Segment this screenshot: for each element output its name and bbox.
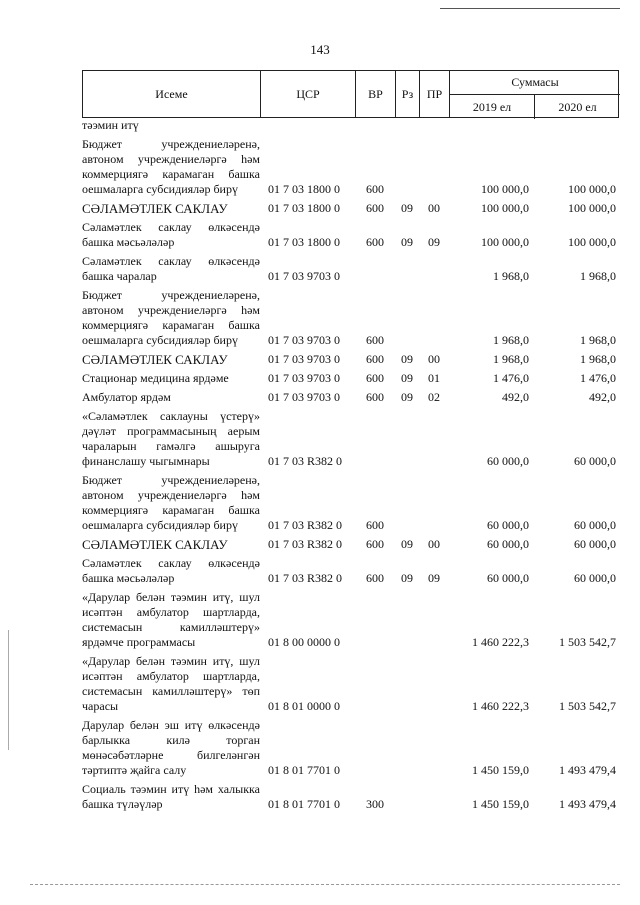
row-sum-2019: 1 968,0 <box>493 352 529 366</box>
table-header <box>82 70 619 118</box>
row-csr: 01 7 03 9703 0 <box>268 390 340 404</box>
table-row <box>82 537 619 552</box>
row-sum-2020: 492,0 <box>589 390 616 404</box>
header-pr: ПР <box>420 71 450 117</box>
header-2020: 2020 ел <box>558 99 597 114</box>
table-row <box>82 371 619 386</box>
table-row <box>82 409 619 469</box>
table-row <box>82 137 619 197</box>
row-csr: 01 7 03 R382 0 <box>268 518 343 532</box>
row-name: Сәламәтлек саклау өлкәсендә башка мәсьәләләр <box>82 220 260 249</box>
row-sum-2019: 60 000,0 <box>487 454 529 468</box>
row-sum-2019: 60 000,0 <box>487 571 529 585</box>
row-vr: 600 <box>366 537 384 551</box>
top-rule <box>440 8 620 9</box>
margin-mark <box>8 630 9 750</box>
row-name: СӘЛАМӘТЛЕК САКЛАУ <box>82 201 228 216</box>
row-csr: 01 8 01 7701 0 <box>268 763 340 777</box>
row-sum-2020: 100 000,0 <box>568 182 616 196</box>
row-sum-2020: 1 503 542,7 <box>559 635 616 649</box>
row-name: СӘЛАМӘТЛЕК САКЛАУ <box>82 537 228 552</box>
table-row <box>82 254 619 284</box>
row-pr: 01 <box>428 371 440 385</box>
row-sum-2020: 1 968,0 <box>580 269 616 283</box>
header-2019: 2019 ел <box>450 95 535 119</box>
row-csr: 01 7 03 9703 0 <box>268 333 340 347</box>
row-sum-2019: 100 000,0 <box>481 235 529 249</box>
row-pr: 09 <box>428 571 440 585</box>
page-number: 143 <box>310 42 330 57</box>
row-sum-2019: 492,0 <box>502 390 529 404</box>
row-rz: 09 <box>401 201 413 215</box>
row-rz: 09 <box>401 371 413 385</box>
table-row <box>82 118 619 133</box>
row-pr: 00 <box>428 352 440 366</box>
row-name: «Дарулар белән тәэмин итү, шул исәптән амбулатор шартларда, системасын камилләштерү» төп чарасы <box>82 654 260 713</box>
table-row <box>82 556 619 586</box>
row-sum-2019: 1 968,0 <box>493 333 529 347</box>
row-sum-2020: 1 476,0 <box>580 371 616 385</box>
row-vr: 600 <box>366 333 384 347</box>
row-name: Сәламәтлек саклау өлкәсендә башка чаралар <box>82 254 260 283</box>
row-sum-2019: 1 968,0 <box>493 269 529 283</box>
row-rz: 09 <box>401 537 413 551</box>
row-csr: 01 7 03 R382 0 <box>268 537 343 551</box>
row-csr: 01 7 03 9703 0 <box>268 371 340 385</box>
row-sum-2019: 60 000,0 <box>487 518 529 532</box>
row-name: «Сәламәтлек саклауны үстерү» дәүләт программасының аерым чараларын гамәлгә ашыруга финанслашу чыгымнары <box>82 409 260 468</box>
header-csr: ЦСР <box>261 71 356 117</box>
table-row <box>82 473 619 533</box>
row-name: Бюджет учреждениеләренә, автоном учреждениеләргә һәм коммерциягә карамаган башка оешмаларга субсидияләр бирү <box>82 473 260 532</box>
row-name: СӘЛАМӘТЛЕК САКЛАУ <box>82 352 228 367</box>
row-csr: 01 8 01 7701 0 <box>268 797 340 811</box>
row-vr: 600 <box>366 201 384 215</box>
row-sum-2020: 1 968,0 <box>580 333 616 347</box>
row-name: «Дарулар белән тәэмин итү, шул исәптән амбулатор шартларда, системасын камилләштерү» ярдәмче программасы <box>82 590 260 649</box>
row-name: Сәламәтлек саклау өлкәсендә башка мәсьәләләр <box>82 556 260 585</box>
row-name: Амбулатор ярдәм <box>82 390 171 404</box>
row-sum-2019: 1 460 222,3 <box>472 635 529 649</box>
table-row <box>82 718 619 778</box>
row-name: Бюджет учреждениеләренә, автоном учреждениеләргә һәм коммерциягә карамаган башка оешмаларга субсидияләр бирү <box>82 288 260 347</box>
row-sum-2020: 1 493 479,4 <box>559 763 616 777</box>
row-csr: 01 8 01 0000 0 <box>268 699 340 713</box>
row-sum-2020: 60 000,0 <box>574 518 616 532</box>
row-sum-2019: 1 450 159,0 <box>472 763 529 777</box>
table-row <box>82 352 619 367</box>
row-csr: 01 7 03 1800 0 <box>268 182 340 196</box>
row-vr: 600 <box>366 235 384 249</box>
row-sum-2019: 100 000,0 <box>481 201 529 215</box>
row-csr: 01 7 03 1800 0 <box>268 235 340 249</box>
row-sum-2019: 1 476,0 <box>493 371 529 385</box>
row-name: Бюджет учреждениеләренә, автоном учреждениеләргә һәм коммерциягә карамаган башка оешмаларга субсидияләр бирү <box>82 137 260 196</box>
row-sum-2020: 60 000,0 <box>574 454 616 468</box>
row-rz: 09 <box>401 235 413 249</box>
row-rz: 09 <box>401 352 413 366</box>
row-vr: 600 <box>366 352 384 366</box>
row-sum-2020: 100 000,0 <box>568 235 616 249</box>
row-pr: 00 <box>428 201 440 215</box>
row-rz: 09 <box>401 390 413 404</box>
row-csr: 01 8 00 0000 0 <box>268 635 340 649</box>
row-sum-2020: 1 503 542,7 <box>559 699 616 713</box>
row-sum-2019: 1 450 159,0 <box>472 797 529 811</box>
row-csr: 01 7 03 9703 0 <box>268 269 340 283</box>
row-name: Дарулар белән эш итү өлкәсендә барлыкка килә торган мөнәсәбәтләрне билгеләнгән тәртиптә җайга салу <box>82 718 260 777</box>
row-sum-2020: 60 000,0 <box>574 537 616 551</box>
row-vr: 600 <box>366 182 384 196</box>
row-csr: 01 7 03 R382 0 <box>268 454 343 468</box>
table-row <box>82 654 619 714</box>
row-pr: 09 <box>428 235 440 249</box>
row-name: Социаль тәэмин итү һәм халыкка башка түләүләр <box>82 782 260 811</box>
table-row <box>82 590 619 650</box>
row-vr: 600 <box>366 390 384 404</box>
row-sum-2019: 60 000,0 <box>487 537 529 551</box>
row-vr: 600 <box>366 518 384 532</box>
row-sum-2019: 1 460 222,3 <box>472 699 529 713</box>
row-pr: 00 <box>428 537 440 551</box>
row-csr: 01 7 03 9703 0 <box>268 352 340 366</box>
table-body <box>82 118 619 812</box>
header-vr: ВР <box>356 71 396 117</box>
table-row <box>82 782 619 812</box>
row-name: Стационар медицина ярдәме <box>82 371 229 385</box>
row-sum-2020: 60 000,0 <box>574 571 616 585</box>
bottom-rule <box>30 884 620 885</box>
row-sum-2020: 1 493 479,4 <box>559 797 616 811</box>
row-csr: 01 7 03 R382 0 <box>268 571 343 585</box>
header-sums: Суммасы <box>450 71 620 95</box>
row-csr: 01 7 03 1800 0 <box>268 201 340 215</box>
table-row <box>82 390 619 405</box>
header-rz: Рз <box>396 71 420 117</box>
row-sum-2020: 100 000,0 <box>568 201 616 215</box>
row-vr: 600 <box>366 371 384 385</box>
row-vr: 300 <box>366 797 384 811</box>
row-name: тәэмин итү <box>82 118 139 132</box>
row-pr: 02 <box>428 390 440 404</box>
header-name: Исеме <box>83 71 261 117</box>
row-vr: 600 <box>366 571 384 585</box>
table-row <box>82 288 619 348</box>
row-rz: 09 <box>401 571 413 585</box>
row-sum-2020: 1 968,0 <box>580 352 616 366</box>
table-row <box>82 220 619 250</box>
row-sum-2019: 100 000,0 <box>481 182 529 196</box>
table-row <box>82 201 619 216</box>
